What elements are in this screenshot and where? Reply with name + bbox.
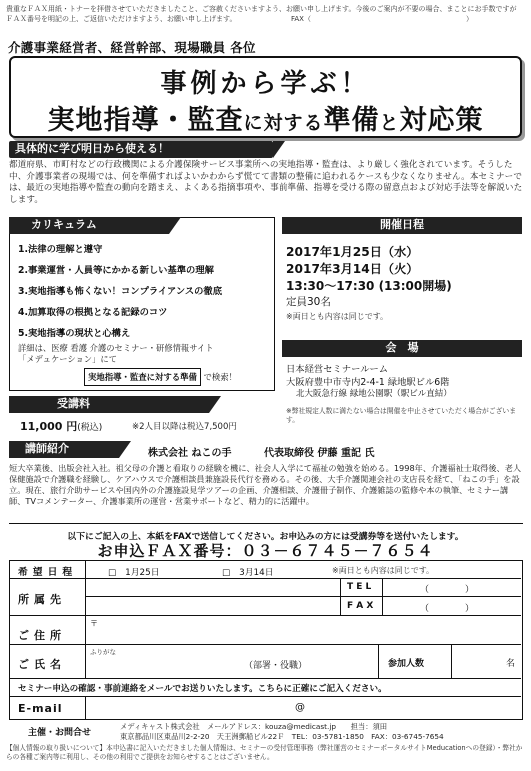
title-box: [9, 56, 522, 138]
fee-band: 受講料: [9, 396, 209, 413]
venue-address: 大阪府豊中市寺内2-4-1 緑地駅ビル6階: [286, 377, 450, 388]
curriculum-note: [18, 343, 273, 365]
organizer-label: 主催・お問合せ: [28, 728, 92, 738]
address-field[interactable]: [102, 618, 518, 642]
affiliation-field[interactable]: [90, 581, 338, 613]
tel-label: T E L: [347, 582, 372, 592]
curriculum-band: カリキュラム: [9, 217, 169, 234]
notice-line2: ＦＡＸ番号を明記の上、ご返信いただけますよう、お願い申し上げます。: [6, 15, 237, 23]
address-label: ご住所: [18, 629, 66, 642]
name-field[interactable]: [90, 655, 370, 675]
audience-heading: 介護事業経営者、経営幹部、現場職員 各位: [8, 40, 256, 55]
attendees-field[interactable]: [456, 655, 506, 675]
application-form: [9, 560, 523, 720]
organizer-info: [120, 722, 444, 741]
title-part-d: と: [379, 112, 400, 134]
dept-role-label: （部署・役職）: [244, 661, 308, 671]
affiliation-label: 所属先: [18, 593, 66, 606]
privacy-note: 【個人情報の取り扱いについて】本申込書に記入いただきました個人情報は、セミナーの受付管理事務（弊社運営のセミナーポータルサイトMeducationへの登録）・弊社からの各種ご案内等に利用し、その他の利用でご提供をお知らせすることはございません。: [6, 744, 523, 761]
furigana-label: ふりがな: [90, 648, 116, 656]
lecturer-org: 株式会社 ねこの手: [148, 448, 232, 459]
intro-band: 具体的に学び明日から使える！: [9, 141, 273, 158]
curriculum-list: [18, 239, 268, 344]
name-label: ご氏名: [18, 658, 66, 671]
schedule-date2: 2017年3月14日（火）: [286, 262, 419, 276]
organizer-line2: 東京都品川区東品川2-2-20 天王洲郵船ビル22Ｆ TEL：03-5781-1850 FAX：03-6745-7654: [120, 731, 444, 741]
curriculum-item: 1.法律の理解と遵守: [18, 244, 103, 255]
notice-line1: 貴重なＦＡＸ用紙・トナーを拝借させていただきましたこと、ご容赦くださいますよう、お願い申し上げます。今後のご案内が不要の場合、まことにお手数ですが: [6, 5, 517, 13]
schedule-band: 開催日程: [282, 217, 522, 234]
title-part-c: 準備: [323, 105, 380, 136]
curriculum-item: 2.事業運営・人員等にかかる新しい基準の理解: [18, 265, 214, 276]
title-line2: [11, 98, 520, 137]
fax-notice: [6, 4, 526, 24]
schedule-date1: 2017年1月25日（水）: [286, 245, 419, 259]
curriculum-item: 5.実地指導の現状と心構え: [18, 328, 131, 339]
notice-fax-close: ）: [466, 15, 473, 23]
postal-mark: 〒: [90, 619, 98, 628]
fax-field[interactable]: （ ）: [420, 604, 475, 614]
venue-name: 日本経営セミナールーム: [286, 364, 389, 375]
date-label: 希望日程: [18, 567, 78, 578]
schedule-note: ※両日とも内容は同じです。: [286, 312, 389, 321]
fax-label: F A X: [347, 601, 374, 611]
divider: [9, 523, 523, 524]
venue-note: ※弊社規定人数に満たない場合は開催を中止させていただく場合がございます。: [286, 407, 516, 424]
search-keyword-box: 実地指導・監査に対する準備: [84, 368, 201, 386]
attendees-unit: 名: [506, 659, 516, 669]
lecturer-band: 講師紹介: [9, 441, 119, 458]
tel-field[interactable]: （ ）: [420, 585, 475, 595]
search-suffix: で検索！: [203, 372, 238, 382]
title-part-a: 実地指導・監査: [47, 105, 244, 136]
schedule-capacity: 定員30名: [286, 296, 331, 308]
fee-note: ※2人目以降は税込7,500円: [132, 422, 237, 432]
curriculum-note-line2: 「メデュケーション」にて: [18, 354, 117, 364]
fax-instruction: 以下にご記入の上、本紙をFAXで送信してください。お申込みの方には受講券等を送付いたします。: [67, 532, 464, 542]
title-part-b: に対する: [243, 112, 324, 134]
date-note: ※両日とも内容は同じです。: [332, 566, 435, 575]
date-option-jan[interactable]: □ 1月25日: [108, 568, 160, 578]
search-hint: [84, 368, 237, 386]
venue-station: 北大阪急行線 緑地公園駅（駅ビル直結）: [296, 389, 452, 399]
date-option-mar[interactable]: □ 3月14日: [222, 568, 274, 578]
email-label: E-mail: [18, 702, 63, 715]
fee-amount-value: 11,000 円: [20, 420, 78, 433]
lecturer-title: 代表取締役 伊藤 重記 氏: [264, 448, 375, 459]
curriculum-item: 3.実地指導も怖くない！コンプライアンスの徹底: [18, 286, 223, 297]
email-notice: セミナー申込の確認・事前連絡をメールでお送りいたします。こちらに正確にご記入ください。: [18, 684, 387, 694]
intro-text: 都道府県、市町村などの行政機関による介護保険サービス事業所への実地指導・監査は、より厳しく強化されています。そうした中、介護事業者の現場では、何を準備すればよいかわからず慌てて書類の整備に追われるケースも少なくなりません。本セミナーでは、最近の実地指導や監査の動向を踏まえ、よくある指摘事項や、事前準備、指導を受ける際の留意点および対応手法等を解説いたします。: [9, 160, 523, 205]
venue-band: 会 場: [282, 340, 522, 357]
title-part-e: 対応策: [399, 105, 484, 136]
title-line1: 事例から学ぶ！: [160, 69, 371, 99]
attendees-label: 参加人数: [388, 659, 425, 669]
email-at: @: [295, 702, 305, 713]
organizer-line1: メディキャスト株式会社 メールアドレス：kouza@medicast.jp 担当：須田: [120, 722, 388, 731]
curriculum-note-line1: 詳細は、医療 看護 介護のセミナー・研修情報サイト: [18, 343, 214, 353]
schedule-time: 13:30～17:30 (13:00開場): [286, 279, 452, 293]
curriculum-item: 4.加算取得の根拠となる記録のコツ: [18, 307, 168, 318]
fax-number: お申込ＦＡＸ番号：０３－６７４５－７６５４: [97, 542, 434, 560]
notice-fax-label: FAX（: [291, 15, 311, 23]
lecturer-bio: 短大卒業後、出版会社入社。祖父母の介護と看取りの経験を機に、社会人入学にて福祉の勉強を始める。1998年、介護福祉士取得後、老人保健施設で介護職を経験し、ケアハウスで介護相談員兼施設長代行を務める。その後、大手介護関連会社の支店長を経て、「ねこの手」を設立。現在、旅行介助サービスや国内外の介護施設見学ツアーの企画、介護相談、介護冊子制作、介護雑誌の監修や本の執筆、セミナー講師、TVコメンテーター、介護事業所の運営・営業サポートなど、精力的に活躍中。: [9, 463, 522, 506]
fee-tax: (税込): [77, 423, 103, 433]
fee-amount: [20, 418, 102, 434]
